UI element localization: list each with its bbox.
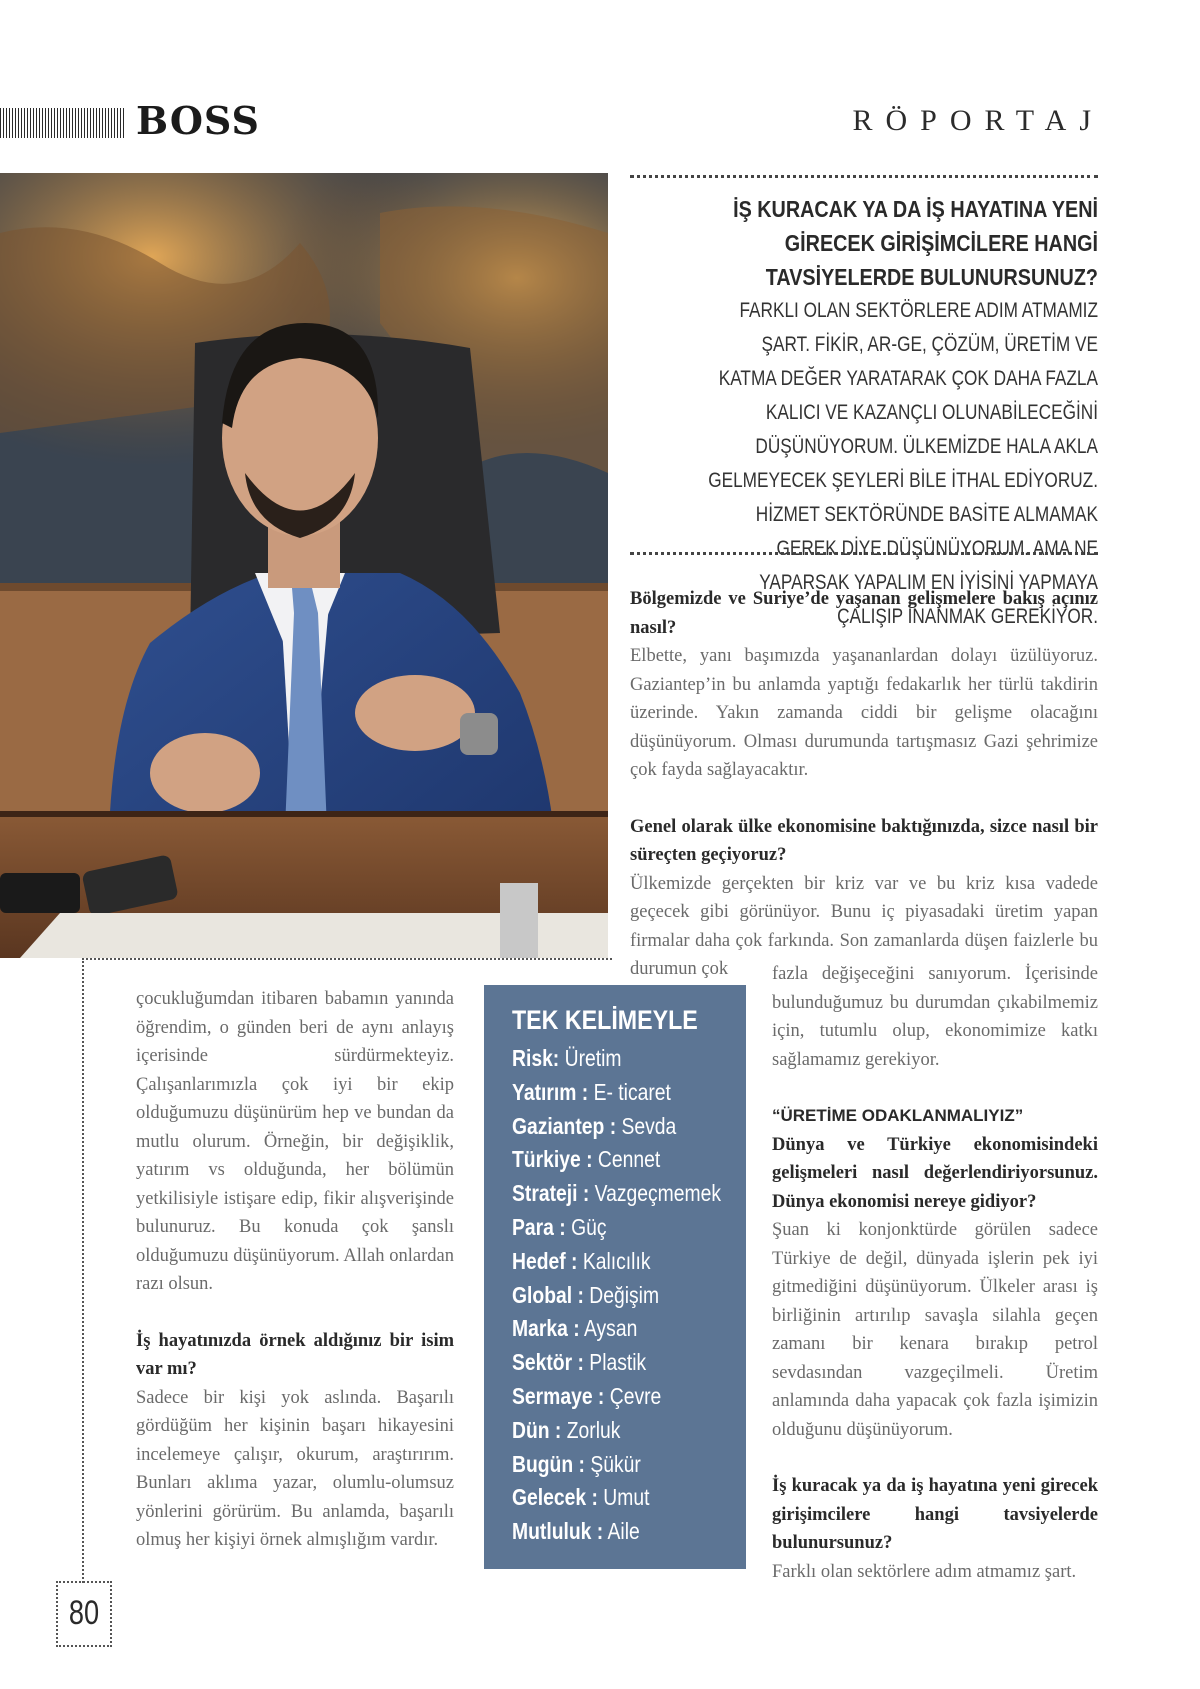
one-word-list: [512, 1042, 746, 1549]
pull-quote: [612, 192, 1098, 634]
one-word-item: [512, 1515, 709, 1549]
question-syria: Bölgemizde ve Suriye’de yaşanan gelişmelere bakış açınız nasıl?: [630, 589, 1098, 638]
one-word-key: Sektör :: [512, 1349, 584, 1376]
answer-economy-part2: fazla değişeceğini sanıyorum. İçerisinde bulunduğumuz bu durumdan çıkabilmemiz için, tutumlu olup, ekonomimize katkı sağlamamız gerekiyor.: [772, 964, 1098, 1070]
one-word-key: Marka :: [512, 1315, 580, 1342]
one-word-value: Sevda: [616, 1112, 677, 1139]
one-word-value: Plastik: [583, 1349, 647, 1376]
one-word-item: [512, 1076, 709, 1110]
frame-left-border: [82, 958, 84, 1583]
one-word-key: Dün :: [512, 1416, 562, 1443]
one-word-item: [512, 1312, 709, 1346]
one-word-item: [512, 1177, 722, 1211]
one-word-item: [512, 1448, 709, 1482]
one-word-value: Vazgeçmemek: [589, 1180, 722, 1207]
one-word-item: [512, 1481, 709, 1515]
one-word-item: [512, 1346, 709, 1380]
one-word-key: Mutluluk :: [512, 1518, 604, 1545]
one-word-key: Gaziantep :: [512, 1112, 617, 1139]
paragraph-team: çocukluğumdan itibaren babamın yanında öğrendim, o günden beri de aynı anlayış içerisinde sürdürmekteyiz. Çalışanlarımızla çok iyi bir ekip olduğumuzu düşünürüm hep ve bundan da mutlu olurum. Örneğin, bir değişiklik, yatırım vs olduğunda, her bölümün yetkilisiyle istişare edip, fikir alışverişinde bulunuruz. Bu konuda çok şanslı olduğumuzu düşünüyorum. Allah onlardan razı olsun.: [136, 989, 454, 1294]
one-word-key: Strateji :: [512, 1180, 590, 1207]
one-word-value: Zorluk: [561, 1416, 621, 1443]
question-advice: İş kuracak ya da iş hayatına yeni girecek girişimcilere hangi tavsiyelerde bulunursunuz?: [772, 1476, 1098, 1553]
one-word-value: Değişim: [583, 1281, 660, 1308]
one-word-key: Gelecek :: [512, 1484, 598, 1511]
dotted-rule-bottom: [630, 552, 1098, 555]
one-word-item: [512, 1380, 709, 1414]
answer-syria: Elbette, yanı başımızda yaşananlardan dolayı üzülüyoruz. Gaziantep’in bu anlamda yaptığı fedakarlık her türlü takdirin üzerinde. Yakın zamanda ciddi bir gelişme olacağını düşünüyorum. Olması durumunda tartışmasız Gazi şehrimize çok fayda sağlayacaktır.: [630, 646, 1098, 780]
one-word-value: Çevre: [604, 1382, 662, 1409]
one-word-key: Sermaye :: [512, 1382, 605, 1409]
question-economy: Genel olarak ülke ekonomisine baktığınızda, sizce nasıl bir süreçten geçiyoruz?: [630, 816, 1098, 865]
question-world-economy: Dünya ve Türkiye ekonomisindeki gelişmeleri nasıl değerlendiriyorsunuz. Dünya ekonomisi nereye gidiyor?: [772, 1134, 1098, 1212]
pull-quote-question: İŞ KURACAK YA DA İŞ HAYATINA YENİ GİRECEK GİRİŞİMCİLERE HANGİ TAVSİYELERDE BULUNURSUNUZ?: [733, 196, 1098, 290]
one-word-item: [512, 1279, 709, 1313]
frame-top-border: [82, 958, 612, 960]
one-word-item: [512, 1245, 709, 1279]
question-role-model: İş hayatınızda örnek aldığınız bir isim var mı?: [136, 1330, 454, 1379]
right-column-lower: [772, 960, 1098, 1586]
one-word-value: Umut: [597, 1484, 650, 1511]
header-stripes: [0, 108, 124, 138]
section-label: RÖPORTAJ: [852, 104, 1104, 137]
one-word-item: [512, 1414, 709, 1448]
page-number: 80: [68, 1594, 100, 1632]
one-word-item: [512, 1211, 709, 1245]
one-word-value: Güç: [565, 1213, 607, 1240]
one-word-key: Risk:: [512, 1045, 560, 1071]
portrait-photo: [0, 173, 608, 958]
answer-advice: Farklı olan sektörlere adım atmamız şart.: [772, 1561, 1077, 1582]
one-word-item: [512, 1110, 709, 1144]
one-word-value: Aile: [603, 1518, 640, 1545]
one-word-item: [512, 1143, 709, 1177]
one-word-key: Yatırım :: [512, 1078, 589, 1105]
one-word-value: Cennet: [592, 1146, 661, 1173]
sub-caption: “ÜRETİME ODAKLANMALIYIZ”: [772, 1106, 1024, 1125]
magazine-logo: BOSS: [136, 98, 260, 143]
one-word-value: Üretim: [559, 1045, 622, 1071]
pull-quote-answer: FARKLI OLAN SEKTÖRLERE ADIM ATMAMIZ ŞART. FİKİR, AR-GE, ÇÖZÜM, ÜRETİM VE KATMA DEĞER YARATARAK ÇOK DAHA FAZLA KALICI VE KAZANÇLI OLUNABİLECEĞİNİ DÜŞÜNÜYORUM. ÜLKEMİZDE HALA AKLA GELMEYECEK ŞEYLERİ BİLE İTHAL EDİYORUZ. HİZMET SEKTÖRÜNDE BASİTE ALMAMAK GEREK DİYE DÜŞÜNÜYORUM. AMA NE YAPARSAK YAPALIM EN İYİSİNİ YAPMAYA ÇALIŞIP İNANMAK GEREKİYOR.: [708, 299, 1098, 628]
one-word-key: Global :: [512, 1281, 584, 1308]
one-word-key: Bugün :: [512, 1450, 585, 1477]
one-word-value: Aysan: [579, 1315, 638, 1342]
one-word-box: [484, 985, 746, 1569]
dotted-rule-top: [630, 175, 1098, 178]
left-column: [136, 985, 454, 1555]
one-word-item: [512, 1042, 709, 1076]
one-word-title: TEK KELİMEYLE: [512, 1005, 698, 1035]
answer-economy-part1: Ülkemizde gerçekten bir kriz var ve bu kriz kısa vadede geçecek gibi görünüyor. Bunu iç piyasadaki üretim yapan firmalar daha çok farkında. Son zamanlarda düşen faizlerle bu durumun çok: [630, 873, 1098, 979]
right-column: [630, 585, 1098, 984]
one-word-value: Şükür: [584, 1450, 641, 1477]
answer-role-model: Sadece bir kişi yok aslında. Başarılı gördüğüm her kişinin başarı hikayesini incelemeye çalışır, okurum, araştırırım. Bunları aklıma yazar, olumlu-olumsuz yönlerini görürüm. Bu anlamda, başarılı olmuş her kişiyi örnek almışlığım vardır.: [136, 1387, 454, 1550]
one-word-key: Para :: [512, 1213, 566, 1240]
answer-world-economy: Şuan ki konjonktürde görülen sadece Türkiye de değil, dünyada işlerin pek iyi gitmediğini düşünüyorum. Ülkeler arası iş birliğinin artırılıp savaşla silahla geçen zamanı bir kenara bırakıp petrol sevdasından vazgeçilmeli. Üretim anlamında daha yapacak çok fazla işimizin olduğunu düşünüyorum.: [772, 1220, 1098, 1440]
one-word-value: E- ticaret: [588, 1078, 671, 1105]
one-word-value: Kalıcılık: [577, 1247, 651, 1274]
one-word-key: Hedef :: [512, 1247, 578, 1274]
one-word-key: Türkiye :: [512, 1146, 593, 1173]
